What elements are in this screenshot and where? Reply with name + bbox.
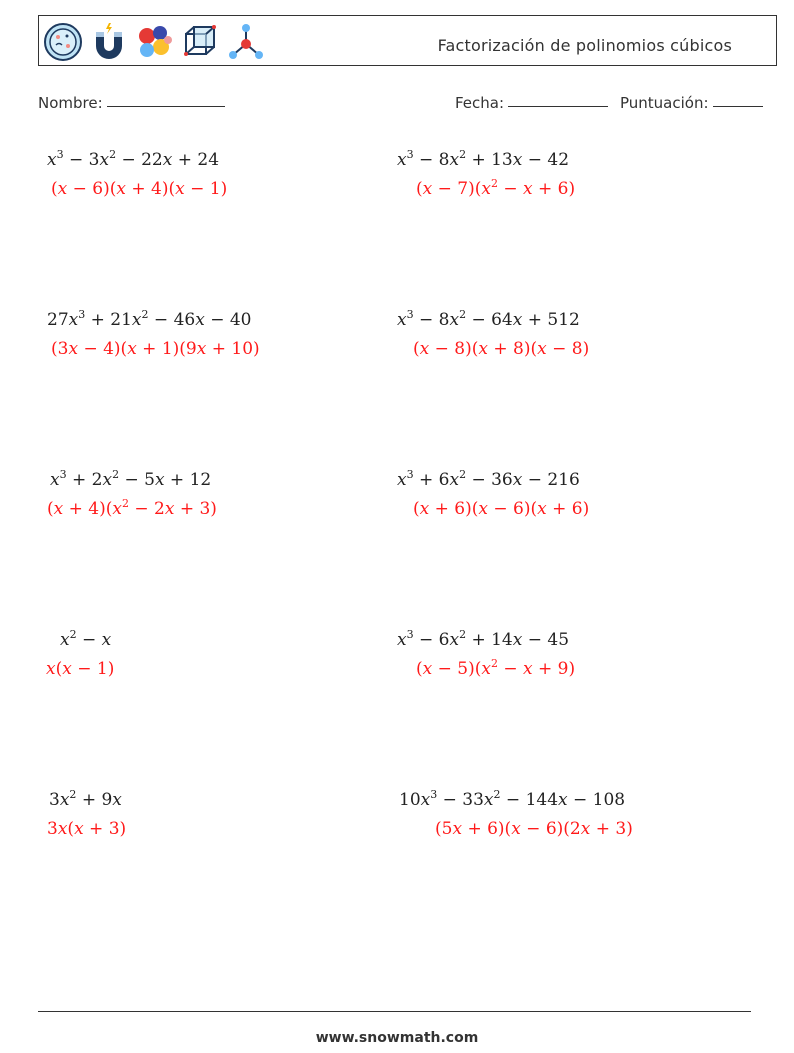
name-blank[interactable] (107, 105, 225, 107)
magnet-icon (91, 22, 127, 62)
problem-expression: $27x^3 + 21x^2 - 46x - 40$ (47, 308, 252, 330)
problem-answer: (5x + 6)(x − 6)(2x + 3) (435, 819, 633, 839)
molecule-cluster-icon (135, 22, 173, 62)
problem-answer: $(x - 7)(x^2 - x + 6)$ (416, 177, 576, 199)
problem-5 (47, 468, 217, 519)
problem-1 (47, 150, 227, 199)
problem-7 (46, 628, 115, 679)
problem-expression: $10x^3 - 33x^2 - 144x - 108$ (399, 788, 626, 810)
worksheet-title: Factorización de polinomios cúbicos (437, 36, 732, 55)
date-blank[interactable] (508, 105, 608, 107)
problem-expression: $x^3 - 8x^2 - 64x + 512$ (397, 308, 580, 330)
problem-answer: (x − 8)(x + 8)(x − 8) (413, 339, 590, 359)
problem-answer: (3x − 4)(x + 1)(9x + 10) (51, 339, 260, 359)
problem-answer: (x + 6)(x − 6)(x + 6) (413, 499, 590, 519)
problem-8 (397, 630, 575, 679)
problem-answer: $(x - 5)(x^2 - x + 9)$ (416, 657, 576, 679)
problem-4 (397, 310, 589, 359)
problem-answer: $(x + 4)(x^2 - 2x + 3)$ (47, 497, 217, 519)
score-label: Puntuación: (620, 94, 709, 112)
worksheet-header (38, 15, 777, 66)
network-nodes-icon (227, 22, 265, 62)
problem-2 (397, 150, 575, 199)
problem-expression: $3x^2 + 9x$ (49, 788, 122, 810)
problem-answer: (x − 6)(x + 4)(x − 1) (51, 179, 228, 199)
petri-dish-icon (43, 22, 83, 62)
date-field (455, 94, 608, 112)
score-field (620, 94, 763, 112)
problem-expression: $x^3 + 6x^2 - 36x - 216$ (397, 468, 580, 490)
cube-icon (181, 22, 219, 62)
problem-3 (47, 310, 260, 359)
footer-divider (38, 1011, 751, 1012)
name-field (38, 94, 225, 112)
problem-answer: 3x(x + 3) (47, 819, 127, 839)
date-label: Fecha: (455, 94, 505, 112)
name-label: Nombre: (38, 94, 103, 112)
problem-answer: x(x − 1) (46, 659, 115, 679)
problem-6 (397, 470, 589, 519)
problem-expression: $x^3 - 6x^2 + 14x - 45$ (397, 628, 570, 650)
problem-expression: $x^2 - x$ (60, 628, 112, 650)
problem-expression: $x^3 - 8x^2 + 13x - 42$ (397, 148, 570, 170)
problem-expression: $x^3 + 2x^2 - 5x + 12$ (50, 468, 212, 490)
score-blank[interactable] (713, 105, 763, 107)
problem-9 (49, 790, 126, 839)
problem-10 (399, 790, 633, 839)
problem-expression: $x^3 - 3x^2 - 22x + 24$ (47, 148, 220, 170)
header-icons (43, 22, 265, 62)
footer-website: www.snowmath.com (315, 1030, 479, 1046)
